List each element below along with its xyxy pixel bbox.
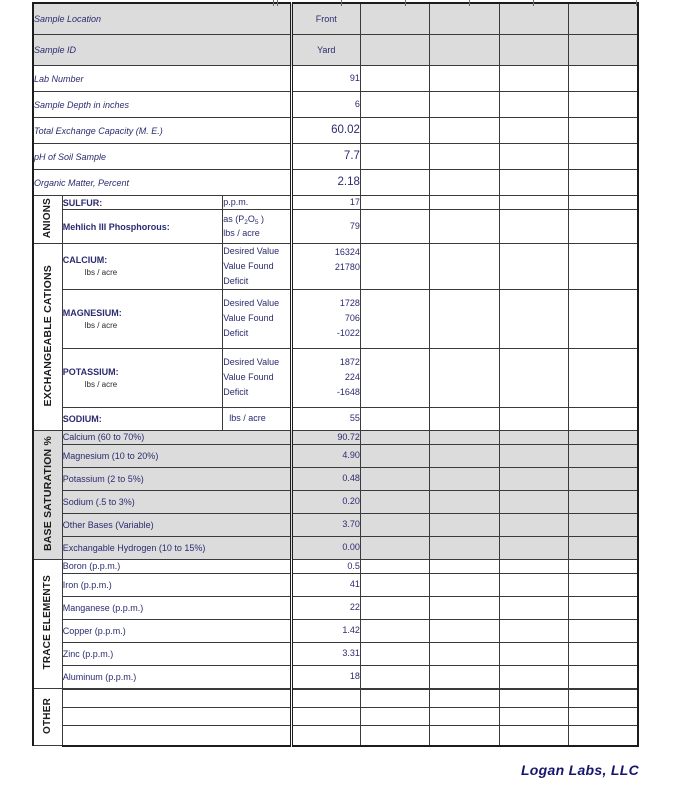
trace-zinc-col-3[interactable] [430, 642, 499, 665]
calcium-sublabel-found: Value Found [223, 260, 274, 271]
row-potassium [33, 348, 638, 407]
row-other-3 [33, 707, 638, 725]
potassium-col-1-found: 224 [344, 372, 360, 383]
label-trace-manganese: Manganese (p.p.m.) [62, 596, 291, 619]
organic-matter-col-3[interactable] [430, 170, 499, 196]
header-row-sample-location [33, 3, 638, 35]
lab-number-col-3[interactable] [430, 66, 499, 92]
potassium-col-1-deficit: -1648 [336, 387, 360, 397]
other-3-col-3[interactable] [430, 707, 499, 725]
other-4-col-4[interactable] [499, 725, 568, 746]
sulfur-col-4[interactable] [499, 196, 568, 210]
ph-col-5[interactable] [569, 144, 638, 170]
magnesium-col-1-found: 706 [344, 313, 360, 324]
sodium-col-2[interactable] [360, 407, 429, 430]
trace-aluminum-col-1[interactable]: 18 [291, 665, 360, 688]
bs-sodium-col-3[interactable] [430, 490, 499, 513]
label-other-4[interactable] [62, 725, 291, 746]
soil-test-table [32, 2, 639, 747]
bs-hydrogen-col-2[interactable] [360, 536, 429, 559]
group-label-anions-text: ANIONS [42, 198, 54, 239]
sodium-col-1[interactable]: 55 [291, 407, 360, 430]
potassium-sublabel-desired: Desired Value [223, 357, 280, 368]
group-label-other [33, 688, 62, 746]
sulfur-col-5[interactable] [569, 196, 638, 210]
sample-id-col-2[interactable] [360, 35, 429, 66]
group-label-base-saturation-text: BASE SATURATION % [41, 436, 54, 552]
trace-aluminum-col-2[interactable] [360, 665, 429, 688]
trace-iron-col-2[interactable] [360, 573, 429, 596]
label-magnesium-unit: lbs / acre [84, 320, 118, 330]
row-trace-boron [33, 559, 638, 573]
magnesium-col-4[interactable] [499, 289, 568, 348]
row-trace-copper [33, 619, 638, 642]
header-label-sample-location: Sample Location [33, 3, 291, 35]
trace-manganese-col-4[interactable] [499, 596, 568, 619]
calcium-col-1[interactable] [291, 244, 360, 290]
label-other-3[interactable] [62, 707, 291, 725]
label-magnesium-name: MAGNESIUM: [62, 307, 122, 318]
row-mehlich-phosphorous [33, 210, 638, 244]
trace-boron-col-4[interactable] [499, 559, 568, 573]
sublabels-magnesium [223, 289, 291, 348]
bs-calcium-col-2[interactable] [360, 430, 429, 444]
trace-boron-col-3[interactable] [430, 559, 499, 573]
unit-mehlich-lbs-acre: lbs / acre [223, 228, 260, 239]
trace-zinc-col-4[interactable] [499, 642, 568, 665]
lab-number-col-5[interactable] [569, 66, 638, 92]
phosphorous-col-1[interactable]: 79 [291, 210, 360, 244]
trace-aluminum-col-4[interactable] [499, 665, 568, 688]
ph-col-1[interactable]: 7.7 [291, 144, 360, 170]
tec-col-1[interactable]: 60.02 [291, 118, 360, 144]
row-organic-matter [33, 170, 638, 196]
other-2-col-4[interactable] [499, 689, 568, 707]
row-calcium [33, 244, 638, 290]
bs-hydrogen-col-4[interactable] [499, 536, 568, 559]
calcium-col-1-deficit [293, 275, 360, 288]
sample-location-col-4[interactable] [499, 3, 568, 35]
trace-boron-col-2[interactable] [360, 559, 429, 573]
tec-col-4[interactable] [499, 118, 568, 144]
label-magnesium [62, 289, 222, 348]
sample-location-col-2[interactable] [360, 3, 429, 35]
bs-sodium-col-5[interactable] [569, 490, 638, 513]
row-bs-exchangable-hydrogen [33, 536, 638, 559]
magnesium-sublabel-desired: Desired Value [223, 298, 280, 309]
calcium-col-1-found: 21780 [334, 261, 360, 272]
sample-depth-col-3[interactable] [430, 92, 499, 118]
sulfur-col-3[interactable] [430, 196, 499, 210]
trace-aluminum-col-3[interactable] [430, 665, 499, 688]
label-potassium-unit: lbs / acre [84, 379, 118, 389]
other-4-col-1[interactable] [291, 725, 360, 746]
sample-location-col-3[interactable] [430, 3, 499, 35]
label-other-2[interactable] [62, 689, 291, 707]
organic-matter-col-1[interactable]: 2.18 [291, 170, 360, 196]
sample-depth-col-1[interactable]: 6 [291, 92, 360, 118]
bs-potassium-col-1[interactable]: 0.48 [291, 467, 360, 490]
bs-calcium-col-4[interactable] [499, 430, 568, 444]
label-calcium-name: CALCIUM: [62, 255, 108, 266]
column-tick-5 [533, 0, 534, 6]
trace-copper-col-1[interactable]: 1.42 [291, 619, 360, 642]
row-trace-zinc [33, 642, 638, 665]
potassium-col-4[interactable] [499, 348, 568, 407]
phosphorous-col-2[interactable] [360, 210, 429, 244]
label-potassium [62, 348, 222, 407]
label-trace-iron: Iron (p.p.m.) [62, 573, 291, 596]
trace-zinc-col-5[interactable] [569, 642, 638, 665]
bs-sodium-col-2[interactable] [360, 490, 429, 513]
other-2-col-1[interactable] [291, 689, 360, 707]
trace-manganese-col-1[interactable]: 22 [291, 596, 360, 619]
magnesium-sublabel-deficit: Deficit [223, 328, 249, 338]
trace-iron-col-4[interactable] [499, 573, 568, 596]
row-magnesium [33, 289, 638, 348]
unit-mehlich-phosphorous [223, 210, 291, 244]
trace-iron-col-1[interactable]: 41 [291, 573, 360, 596]
label-trace-boron: Boron (p.p.m.) [62, 559, 291, 573]
other-4-col-5[interactable] [569, 725, 638, 746]
label-sulfur: SULFUR: [62, 196, 222, 210]
trace-manganese-col-5[interactable] [569, 596, 638, 619]
company-footer: Logan Labs, LLC [520, 762, 639, 778]
sample-id-col-5[interactable] [569, 35, 638, 66]
lab-number-col-1[interactable]: 91 [291, 66, 360, 92]
magnesium-col-1-deficit: -1022 [336, 328, 360, 338]
calcium-col-1-desired: 16324 [334, 246, 360, 257]
sodium-col-4[interactable] [499, 407, 568, 430]
trace-manganese-col-3[interactable] [430, 596, 499, 619]
group-label-other-text: OTHER [42, 697, 54, 734]
other-3-col-4[interactable] [499, 707, 568, 725]
trace-boron-col-1[interactable]: 0.5 [291, 559, 360, 573]
potassium-col-1-desired: 1872 [339, 357, 360, 368]
column-tick-3 [405, 0, 406, 6]
group-label-trace-elements-text: TRACE ELEMENTS [42, 575, 54, 670]
bs-calcium-col-3[interactable] [430, 430, 499, 444]
trace-zinc-col-1[interactable]: 3.31 [291, 642, 360, 665]
bs-sodium-col-4[interactable] [499, 490, 568, 513]
sodium-col-5[interactable] [569, 407, 638, 430]
phosphorous-col-4[interactable] [499, 210, 568, 244]
bs-potassium-col-4[interactable] [499, 467, 568, 490]
row-other-4 [33, 725, 638, 746]
sublabels-potassium [223, 348, 291, 407]
label-organic-matter: Organic Matter, Percent [33, 170, 291, 196]
other-3-col-5[interactable] [569, 707, 638, 725]
other-3-col-1[interactable] [291, 707, 360, 725]
magnesium-col-1[interactable] [291, 289, 360, 348]
label-lab-number: Lab Number [33, 66, 291, 92]
label-calcium [62, 244, 222, 290]
trace-iron-col-5[interactable] [569, 573, 638, 596]
other-4-col-3[interactable] [430, 725, 499, 746]
group-label-exchangeable-cations-text: EXCHANGEABLE CATIONS [41, 265, 54, 407]
calcium-col-4[interactable] [499, 244, 568, 290]
sample-depth-col-4[interactable] [499, 92, 568, 118]
column-tick-1 [273, 0, 274, 6]
label-bs-other-bases: Other Bases (Variable) [62, 513, 291, 536]
row-bs-potassium [33, 467, 638, 490]
column-tick-4 [469, 0, 470, 6]
lab-number-col-2[interactable] [360, 66, 429, 92]
label-total-exchange-capacity: Total Exchange Capacity (M. E.) [33, 118, 291, 144]
label-bs-exchangable-hydrogen: Exchangable Hydrogen (10 to 15%) [62, 536, 291, 559]
phosphorous-col-5[interactable] [569, 210, 638, 244]
potassium-col-5[interactable] [569, 348, 638, 407]
row-lab-number [33, 66, 638, 92]
row-bs-other-bases [33, 513, 638, 536]
potassium-sublabel-found: Value Found [223, 372, 274, 383]
row-ph [33, 144, 638, 170]
label-bs-magnesium: Magnesium (10 to 20%) [62, 444, 291, 467]
calcium-col-2[interactable] [360, 244, 429, 290]
trace-aluminum-col-5[interactable] [569, 665, 638, 688]
bs-other-bases-col-4[interactable] [499, 513, 568, 536]
unit-sulfur: p.p.m. [223, 196, 291, 210]
tec-col-5[interactable] [569, 118, 638, 144]
formula-p2o5: as ($P_2O_5$ ) [223, 213, 264, 226]
sulfur-col-1[interactable]: 17 [291, 196, 360, 210]
bs-hydrogen-col-1[interactable]: 0.00 [291, 536, 360, 559]
group-label-trace-elements [33, 559, 62, 688]
label-mehlich-phosphorous: Mehlich III Phosphorous: [62, 210, 222, 244]
calcium-col-5[interactable] [569, 244, 638, 290]
label-calcium-unit: lbs / acre [84, 268, 118, 278]
calcium-col-3[interactable] [430, 244, 499, 290]
sulfur-col-2[interactable] [360, 196, 429, 210]
magnesium-sublabel-found: Value Found [223, 313, 274, 324]
other-4-col-2[interactable] [360, 725, 429, 746]
ph-col-2[interactable] [360, 144, 429, 170]
sodium-col-3[interactable] [430, 407, 499, 430]
bs-other-bases-col-1[interactable]: 3.70 [291, 513, 360, 536]
trace-zinc-col-2[interactable] [360, 642, 429, 665]
bs-other-bases-col-3[interactable] [430, 513, 499, 536]
row-bs-magnesium [33, 444, 638, 467]
label-potassium-name: POTASSIUM: [62, 366, 119, 377]
trace-manganese-col-2[interactable] [360, 596, 429, 619]
label-trace-copper: Copper (p.p.m.) [62, 619, 291, 642]
ph-col-4[interactable] [499, 144, 568, 170]
potassium-col-1[interactable] [291, 348, 360, 407]
sample-id-col-4[interactable] [499, 35, 568, 66]
column-tick-6 [636, 0, 637, 6]
bs-magnesium-col-5[interactable] [569, 444, 638, 467]
header-row-sample-id [33, 35, 638, 66]
label-sample-depth: Sample Depth in inches [33, 92, 291, 118]
magnesium-col-1-desired: 1728 [339, 298, 360, 309]
trace-boron-col-5[interactable] [569, 559, 638, 573]
group-label-exchangeable-cations [33, 244, 62, 431]
trace-copper-col-2[interactable] [360, 619, 429, 642]
group-label-base-saturation [33, 430, 62, 559]
header-label-sample-id: Sample ID [33, 35, 291, 66]
row-bs-calcium [33, 430, 638, 444]
magnesium-col-2[interactable] [360, 289, 429, 348]
row-other-2 [33, 689, 638, 707]
bs-potassium-col-5[interactable] [569, 467, 638, 490]
calcium-sublabel-deficit: Deficit [223, 275, 249, 286]
sample-location-col-5[interactable] [569, 3, 638, 35]
potassium-sublabel-deficit: Deficit [223, 387, 249, 397]
label-trace-aluminum: Aluminum (p.p.m.) [62, 665, 291, 688]
organic-matter-col-4[interactable] [499, 170, 568, 196]
other-2-col-2[interactable] [360, 689, 429, 707]
row-trace-aluminum [33, 665, 638, 688]
trace-copper-col-3[interactable] [430, 619, 499, 642]
row-trace-manganese [33, 596, 638, 619]
potassium-col-2[interactable] [360, 348, 429, 407]
column-tick-1b [277, 0, 278, 6]
sample-depth-col-5[interactable] [569, 92, 638, 118]
bs-calcium-col-5[interactable] [569, 430, 638, 444]
sample-location-col-1[interactable]: Front [291, 3, 360, 35]
magnesium-col-3[interactable] [430, 289, 499, 348]
unit-sodium: lbs / acre [223, 407, 291, 430]
bs-hydrogen-col-3[interactable] [430, 536, 499, 559]
phosphorous-col-3[interactable] [430, 210, 499, 244]
row-trace-iron [33, 573, 638, 596]
trace-copper-col-4[interactable] [499, 619, 568, 642]
other-3-col-2[interactable] [360, 707, 429, 725]
sample-depth-col-2[interactable] [360, 92, 429, 118]
organic-matter-col-5[interactable] [569, 170, 638, 196]
bs-hydrogen-col-5[interactable] [569, 536, 638, 559]
bs-potassium-col-3[interactable] [430, 467, 499, 490]
bs-magnesium-col-3[interactable] [430, 444, 499, 467]
label-bs-potassium: Potassium (2 to 5%) [62, 467, 291, 490]
potassium-col-3[interactable] [430, 348, 499, 407]
bs-calcium-col-1[interactable]: 90.72 [291, 430, 360, 444]
row-sodium [33, 407, 638, 430]
sample-id-col-3[interactable] [430, 35, 499, 66]
group-label-anions [33, 196, 62, 244]
bs-other-bases-col-5[interactable] [569, 513, 638, 536]
label-sodium: SODIUM: [62, 407, 222, 430]
column-tick-2 [341, 0, 342, 6]
magnesium-col-5[interactable] [569, 289, 638, 348]
other-2-col-5[interactable] [569, 689, 638, 707]
other-2-col-3[interactable] [430, 689, 499, 707]
row-total-exchange-capacity [33, 118, 638, 144]
trace-copper-col-5[interactable] [569, 619, 638, 642]
label-bs-sodium: Sodium (.5 to 3%) [62, 490, 291, 513]
row-sample-depth [33, 92, 638, 118]
bs-potassium-col-2[interactable] [360, 467, 429, 490]
bs-magnesium-col-4[interactable] [499, 444, 568, 467]
organic-matter-col-2[interactable] [360, 170, 429, 196]
label-trace-zinc: Zinc (p.p.m.) [62, 642, 291, 665]
ph-col-3[interactable] [430, 144, 499, 170]
lab-number-col-4[interactable] [499, 66, 568, 92]
label-bs-calcium: Calcium (60 to 70%) [62, 430, 291, 444]
sample-id-col-1[interactable]: Yard [291, 35, 360, 66]
calcium-sublabel-desired: Desired Value [223, 246, 280, 257]
row-bs-sodium [33, 490, 638, 513]
bs-other-bases-col-2[interactable] [360, 513, 429, 536]
tec-col-2[interactable] [360, 118, 429, 144]
bs-magnesium-col-2[interactable] [360, 444, 429, 467]
label-ph: pH of Soil Sample [33, 144, 291, 170]
row-sulfur [33, 196, 638, 210]
bs-sodium-col-1[interactable]: 0.20 [291, 490, 360, 513]
tec-col-3[interactable] [430, 118, 499, 144]
bs-magnesium-col-1[interactable]: 4.90 [291, 444, 360, 467]
trace-iron-col-3[interactable] [430, 573, 499, 596]
sublabels-calcium [223, 244, 291, 290]
